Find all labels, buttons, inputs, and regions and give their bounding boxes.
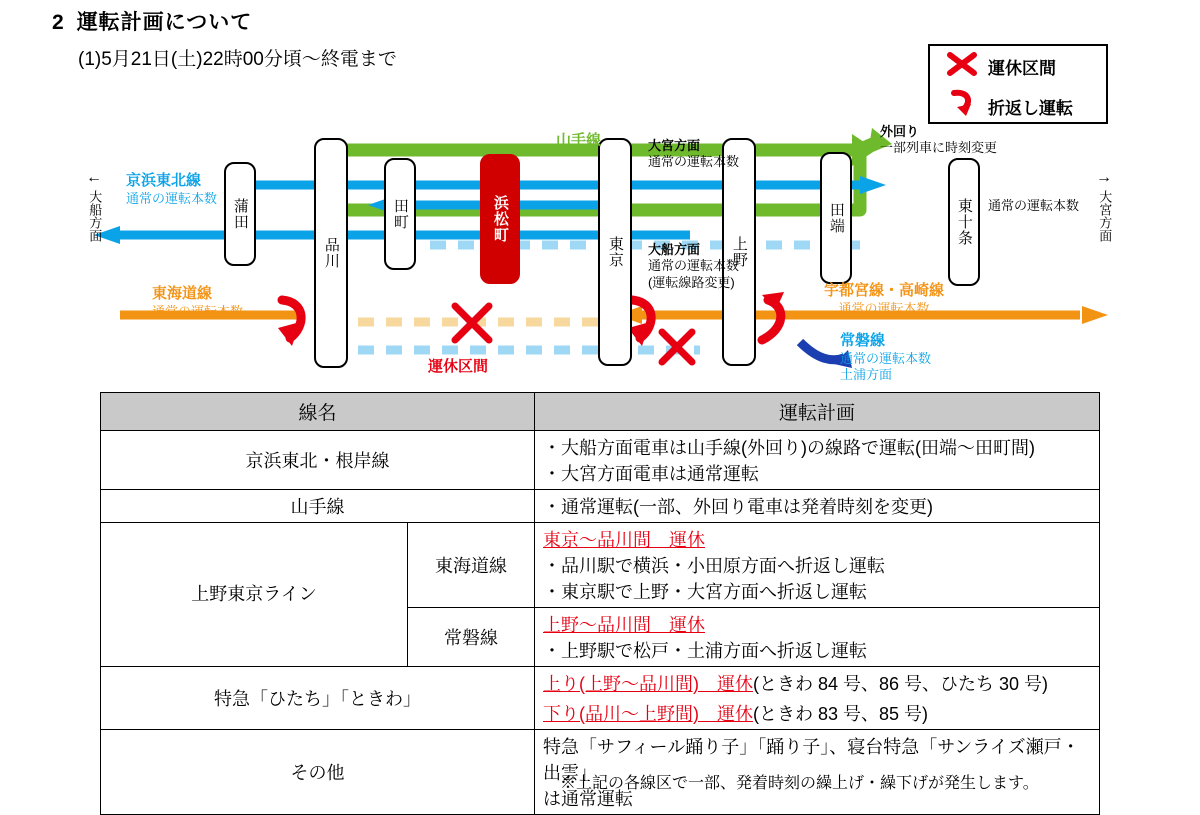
label-suspended-section: 運休区間 [428,358,489,375]
detail-line-suspended: 東京～品川間 運休 [543,530,705,550]
detail-line: 上り(上野～品川間) 運休(ときわ 84 号、86 号、ひたち 30 号) [543,674,1049,694]
detail-line-suspended: 上野～品川間 運休 [543,615,705,635]
detail-line: ・大船方面電車は山手線(外回り)の線路で運転(田端～田町間) [543,438,1035,458]
detail-line: 特急「サフィール踊り子」「踊り子」、寝台特急「サンライズ瀬戸・出雲」 [543,737,1080,783]
page-title [52,6,252,36]
detail-line: ・東京駅で上野・大宮方面へ折返し運転 [543,582,867,602]
station-ueno: 上野 [722,138,756,366]
station-kamata: 蒲田 [224,162,256,266]
label-tokaido: 東海道線 通常の運転本数 [152,285,244,319]
table-row [101,523,1100,608]
operation-diagram [0,110,1200,385]
station-tabata: 田端 [820,152,852,284]
detail-line: 下り(品川～上野間) 運休(ときわ 83 号、85 号) [543,704,929,724]
row-detail [535,608,1100,667]
station-shinagawa: 品川 [314,138,348,368]
section-number: 2 [52,11,65,34]
right-arrow-icon: → [1096,169,1112,186]
label-yamanote: 山手線 [556,132,602,149]
header-plan: 運転計画 [535,393,1100,431]
station-tamachi: 田町 [384,158,416,270]
row-sub-name: 常磐線 [408,608,535,667]
label-keihin-tohoku: 京浜東北線 通常の運転本数 [126,172,218,206]
cross-icon [936,50,988,83]
operation-plan-table [100,392,1100,815]
label-ofuna-direction: 大船方面 通常の運転本数 (運転線路変更) [648,242,740,290]
detail-line: ・通常運転(一部、外回り電車は発着時刻を変更) [543,497,933,517]
label-right-normal-count: 通常の運転本数 [988,198,1080,213]
table-row [101,431,1100,490]
label-right-direction: 大宮方面 [1097,190,1113,242]
row-sub-name: 東海道線 [408,523,535,608]
detail-line: ・上野駅で松戸・土浦方面へ折返し運転 [543,641,867,661]
label-left-direction: 大船方面 [87,190,103,242]
subsection-title: (1)5月21日(土)22時00分頃～終電まで [78,49,397,70]
detail-line: ・大宮方面電車は通常運転 [543,464,759,484]
table-header-row [101,393,1100,431]
row-detail [535,431,1100,490]
row-line-name: 京浜東北・根岸線 [101,431,535,490]
legend-label-suspended: 運休区間 [988,58,1056,78]
station-higashijujo: 東十条 [948,158,980,286]
footnote: ※上記の各線区で一部、発着時刻の繰上げ・繰下げが発生します。 [560,775,1039,792]
legend-item-suspended [930,46,1106,86]
row-detail [535,490,1100,523]
label-utsunomiya-takasaki: 宇都宮線・高崎線 通常の運転本数 [824,282,945,316]
row-line-name: 上野東京ライン [101,523,408,667]
label-sotomawari: 外回り 一部列車に時刻変更 [880,124,998,156]
legend-label-turnback: 折返し運転 [988,98,1073,118]
section-title: 運転計画について [76,11,253,34]
station-tokyo: 東京 [598,138,632,366]
label-joban: 常磐線 通常の運転本数 土浦方面 [840,332,932,382]
detail-line: ・品川駅で横浜・小田原方面へ折返し運転 [543,556,885,576]
label-omiya-direction: 大宮方面 通常の運転本数 [648,138,740,170]
header-line-name: 線名 [101,393,535,431]
row-detail [535,667,1100,730]
row-line-name: その他 [101,730,535,815]
left-arrow-icon: ← [86,169,102,186]
row-line-name: 特急「ひたち」「ときわ」 [101,667,535,730]
table-row [101,667,1100,730]
row-line-name: 山手線 [101,490,535,523]
row-detail [535,523,1100,608]
table-row [101,490,1100,523]
station-hamamatsucho: 浜松町 [480,154,520,284]
detail-line: は通常運転 [543,789,633,809]
